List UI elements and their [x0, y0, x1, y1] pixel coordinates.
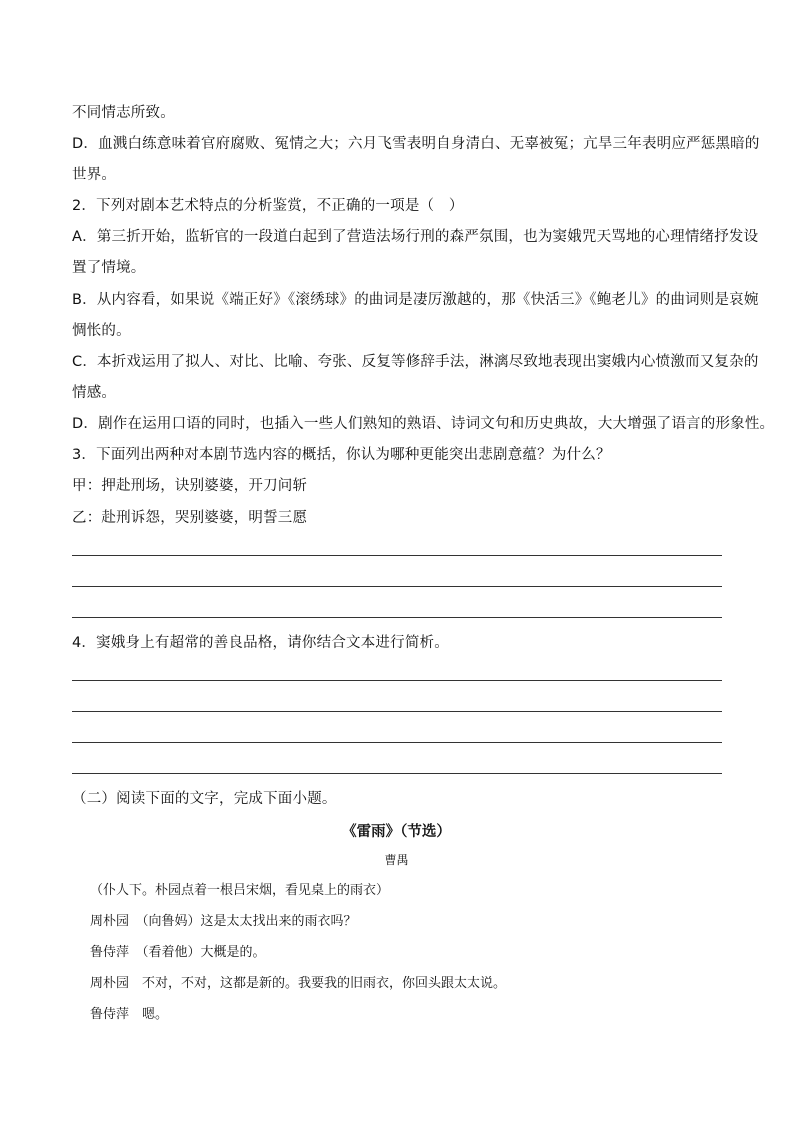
excerpt-title: 《雷雨》（节选）	[342, 823, 451, 840]
text-line: 惆怅的。	[72, 323, 131, 339]
text-line: 置了情境。	[72, 260, 146, 276]
answer-line[interactable]	[72, 742, 722, 743]
option-b-line: B．从内容看，如果说《端正好》《滚绣球》的曲词是凄厉激越的，那《快活三》《鲍老儿》的曲词则是哀婉	[72, 292, 759, 308]
option-c-line: C．本折戏运用了拟人、对比、比喻、夸张、反复等修辞手法，淋漓尽致地表现出窦娥内心愤激而又复杂的	[72, 354, 759, 370]
answer-line[interactable]	[72, 586, 722, 587]
dialogue-line: 周朴园 不对，不对，这都是新的。我要我的旧雨衣，你回头跟太太说。	[90, 976, 507, 991]
summary-jia: 甲：押赴刑场，诀别婆婆，开刀问斩	[72, 478, 308, 494]
answer-line[interactable]	[72, 711, 722, 712]
answer-line[interactable]	[72, 555, 722, 556]
summary-yi: 乙：赴刑诉怨，哭别婆婆，明誓三愿	[72, 510, 308, 526]
answer-line[interactable]	[72, 680, 722, 681]
dialogue-line: 周朴园 （向鲁妈）这是太太找出来的雨衣吗？	[90, 914, 357, 929]
section-heading: （二）阅读下面的文字，完成下面小题。	[72, 791, 337, 807]
question-2: 2．下列对剧本艺术特点的分析鉴赏，不正确的一项是（ ）	[72, 198, 464, 214]
answer-line[interactable]	[72, 617, 722, 618]
option-d-line: D．血溅白练意味着官府腐败、冤情之大；六月飞雪表明自身清白、无辜被冤；亢旱三年表明应严惩黑暗的	[72, 136, 760, 152]
option-d-line: D．剧作在运用口语的同时，也插入一些人们熟知的熟语、诗词文句和历史典故，大大增强了语言的形象性。	[72, 416, 775, 432]
stage-direction: （仆人下。朴园点着一根吕宋烟，看见桌上的雨衣）	[90, 883, 390, 898]
text-line: 世界。	[72, 167, 117, 183]
question-4: 4．窦娥身上有超常的善良品格，请你结合文本进行简析。	[72, 635, 449, 651]
dialogue-line: 鲁侍萍 （看着他）大概是的。	[90, 945, 266, 960]
text-line: 情感。	[72, 385, 117, 401]
option-a-line: A．第三折开始，监斩官的一段道白起到了营造法场行刑的森严氛围，也为窦娥咒天骂地的心理情绪抒发设	[72, 229, 759, 245]
question-3: 3．下面列出两种对本剧节选内容的概括，你认为哪种更能突出悲剧意蕴？为什么？	[72, 447, 611, 463]
answer-line[interactable]	[72, 773, 722, 774]
dialogue-line: 鲁侍萍 嗯。	[90, 1007, 169, 1022]
excerpt-author: 曹禺	[384, 853, 409, 867]
text-line: 不同情志所致。	[72, 105, 175, 121]
